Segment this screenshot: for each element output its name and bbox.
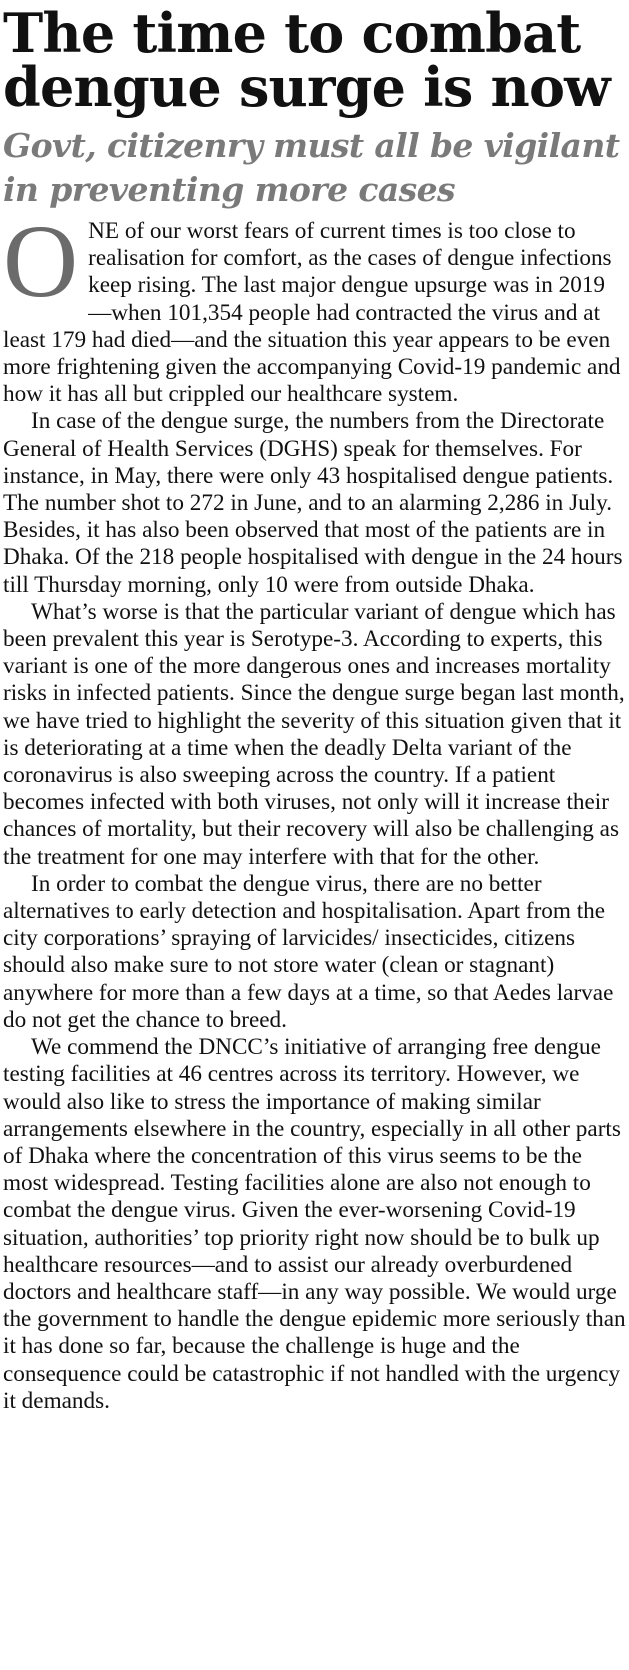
paragraph-1 [3, 204, 626, 408]
paragraph-1-text: NE of our worst fears of current times is too close to realisation for comfort, as the cases of dengue infections keep rising. The last major dengue upsurge was in 2019—when 101,354 people had contracted the virus and at least 179 had died—and the situation this year appears to be even more frightening given the accompanying Covid-19 pandemic and how it has all but crippled our healthcare system. [3, 218, 621, 408]
paragraph-5: We commend the DNCC’s initiative of arranging free dengue testing facilities at 46 centres across its territory. However, we would also like to stress the importance of making similar arrangements elsewhere in the country, especially in all other parts of Dhaka where the concentration of this virus seems to be the most widespread. Testing facilities alone are also not enough to combat the dengue virus. Given the ever-worsening Covid-19 situation, authorities’ top priority right now should be to bulk up healthcare resources—and to assist our already overburdened doctors and healthcare staff—in any way possible. We would urge the government to handle the dengue epidemic more seriously than it has done so far, because the challenge is huge and the consequence could be catastrophic if not handled with the urgency it demands. [3, 1034, 626, 1414]
paragraph-3: What’s worse is that the particular variant of dengue which has been prevalent this year is Serotype-3. According to experts, this variant is one of the more dangerous ones and increases mortality risks in infected patients. Since the dengue surge began last month, we have tried to highlight the severity of this situation given that it is deteriorating at a time when the deadly Delta variant of the coronavirus is also sweeping across the country. If a patient becomes infected with both viruses, not only will it increase their chances of mortality, but their recovery will also be challenging as the treatment for one may interfere with that for the other. [3, 598, 625, 870]
headline: The time to combat dengue surge is now [3, 1, 610, 119]
subheadline: Govt, citizenry must all be vigilant in preventing more cases [3, 126, 620, 209]
paragraph-2: In case of the dengue surge, the numbers from the Directorate General of Health Services (DGHS) speak for themselves. For instance, in May, there were only 43 hospitalised dengue patients. The number shot to 272 in June, and to an alarming 2,286 in July. Besides, it has also been observed that most of the patients are in Dhaka. Of the 218 people hospitalised with dengue in the 24 hours till Thursday morning, only 10 were from outside Dhaka. [3, 408, 623, 598]
article-body [3, 204, 626, 1415]
drop-cap: O [3, 204, 79, 319]
paragraph-4: In order to combat the dengue virus, there are no better alternatives to early detection and hospitalisation. Apart from the city corporations’ spraying of larvicides/ insecticides, citizens should also make sure to not store water (clean or stagnant) anywhere for more than a few days at a time, so that Aedes larvae do not get the chance to breed. [3, 870, 614, 1033]
